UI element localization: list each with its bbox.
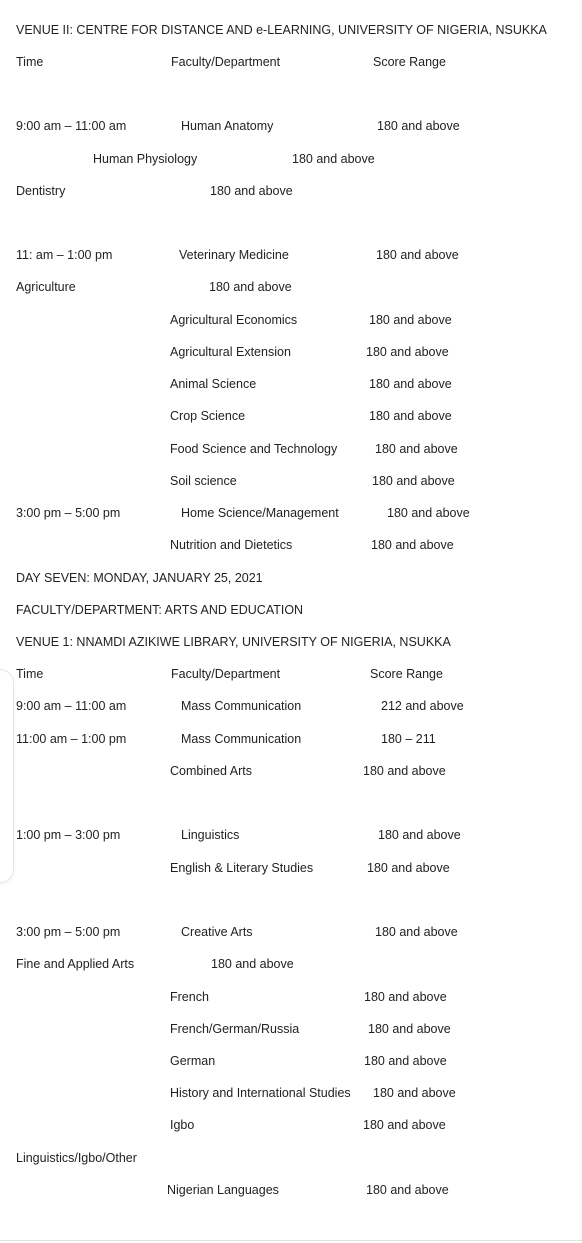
row-department: Agriculture bbox=[16, 280, 76, 294]
row-score: 180 and above bbox=[376, 248, 459, 262]
day-heading: DAY SEVEN: MONDAY, JANUARY 25, 2021 bbox=[16, 571, 263, 585]
row-department: Soil science bbox=[170, 474, 237, 488]
row-score: 180 and above bbox=[364, 990, 447, 1004]
row-score: 180 and above bbox=[210, 184, 293, 198]
row-department: Combined Arts bbox=[170, 764, 252, 778]
row-department: Linguistics bbox=[181, 828, 240, 842]
row-time: 9:00 am – 11:00 am bbox=[16, 699, 127, 713]
row-score: 180 and above bbox=[364, 1054, 447, 1068]
row-score: 180 and above bbox=[378, 828, 461, 842]
row-department: Agricultural Extension bbox=[170, 345, 291, 359]
column-header-time: Time bbox=[16, 667, 44, 681]
row-score: 180 and above bbox=[292, 152, 375, 166]
row-score: 180 and above bbox=[377, 119, 460, 133]
column-header-faculty: Faculty/Department bbox=[171, 667, 281, 681]
venue-heading: VENUE 1: NNAMDI AZIKIWE LIBRARY, UNIVERSITY OF NIGERIA, NSUKKA bbox=[16, 635, 451, 649]
row-score: 180 and above bbox=[369, 313, 452, 327]
row-department: Igbo bbox=[170, 1118, 195, 1132]
row-score: 212 and above bbox=[381, 699, 464, 713]
row-score: 180 and above bbox=[373, 1086, 456, 1100]
row-department: Fine and Applied Arts bbox=[16, 957, 135, 971]
row-department: Nutrition and Dietetics bbox=[170, 538, 293, 552]
row-score: 180 and above bbox=[375, 442, 458, 456]
row-time: 3:00 pm – 5:00 pm bbox=[16, 925, 121, 939]
row-score: 180 and above bbox=[209, 280, 292, 294]
row-time: 11:00 am – 1:00 pm bbox=[16, 732, 127, 746]
row-department: Mass Communication bbox=[181, 699, 302, 713]
row-time: 3:00 pm – 5:00 pm bbox=[16, 506, 121, 520]
row-department: Dentistry bbox=[16, 184, 66, 198]
row-department: Human Anatomy bbox=[181, 119, 274, 133]
row-department: Linguistics/Igbo/Other bbox=[16, 1151, 137, 1165]
row-department: Agricultural Economics bbox=[170, 313, 298, 327]
row-score: 180 and above bbox=[368, 1022, 451, 1036]
row-score: 180 and above bbox=[371, 538, 454, 552]
row-score: 180 and above bbox=[369, 409, 452, 423]
bottom-divider bbox=[0, 1240, 582, 1241]
row-score: 180 and above bbox=[375, 925, 458, 939]
row-department: Creative Arts bbox=[181, 925, 253, 939]
row-score: 180 and above bbox=[211, 957, 294, 971]
venue-heading: VENUE II: CENTRE FOR DISTANCE AND e-LEARNING, UNIVERSITY OF NIGERIA, NSUKKA bbox=[16, 23, 547, 37]
row-score: 180 and above bbox=[372, 474, 455, 488]
row-score: 180 and above bbox=[363, 764, 446, 778]
column-header-time: Time bbox=[16, 55, 44, 69]
row-department: Human Physiology bbox=[93, 152, 198, 166]
row-time: 11: am – 1:00 pm bbox=[16, 248, 113, 262]
row-department: Veterinary Medicine bbox=[179, 248, 289, 262]
row-department: English & Literary Studies bbox=[170, 861, 314, 875]
row-department: History and International Studies bbox=[170, 1086, 351, 1100]
row-score: 180 and above bbox=[366, 1183, 449, 1197]
row-score: 180 and above bbox=[366, 345, 449, 359]
row-department: Home Science/Management bbox=[181, 506, 339, 520]
row-department: Crop Science bbox=[170, 409, 246, 423]
faculty-heading: FACULTY/DEPARTMENT: ARTS AND EDUCATION bbox=[16, 603, 304, 617]
row-department: Nigerian Languages bbox=[167, 1183, 279, 1197]
row-score: 180 and above bbox=[387, 506, 470, 520]
row-score: 180 and above bbox=[367, 861, 450, 875]
row-department: German bbox=[170, 1054, 216, 1068]
row-department: Food Science and Technology bbox=[170, 442, 338, 456]
row-score: 180 and above bbox=[369, 377, 452, 391]
row-department: Animal Science bbox=[170, 377, 257, 391]
column-header-score: Score Range bbox=[370, 667, 443, 681]
side-drawer-tab[interactable] bbox=[0, 669, 14, 883]
row-department: French bbox=[170, 990, 209, 1004]
row-score: 180 and above bbox=[363, 1118, 446, 1132]
row-time: 9:00 am – 11:00 am bbox=[16, 119, 127, 133]
row-department: French/German/Russia bbox=[170, 1022, 300, 1036]
row-department: Mass Communication bbox=[181, 732, 302, 746]
column-header-faculty: Faculty/Department bbox=[171, 55, 281, 69]
row-time: 1:00 pm – 3:00 pm bbox=[16, 828, 121, 842]
column-header-score: Score Range bbox=[373, 55, 446, 69]
row-score: 180 – 211 bbox=[381, 732, 436, 746]
